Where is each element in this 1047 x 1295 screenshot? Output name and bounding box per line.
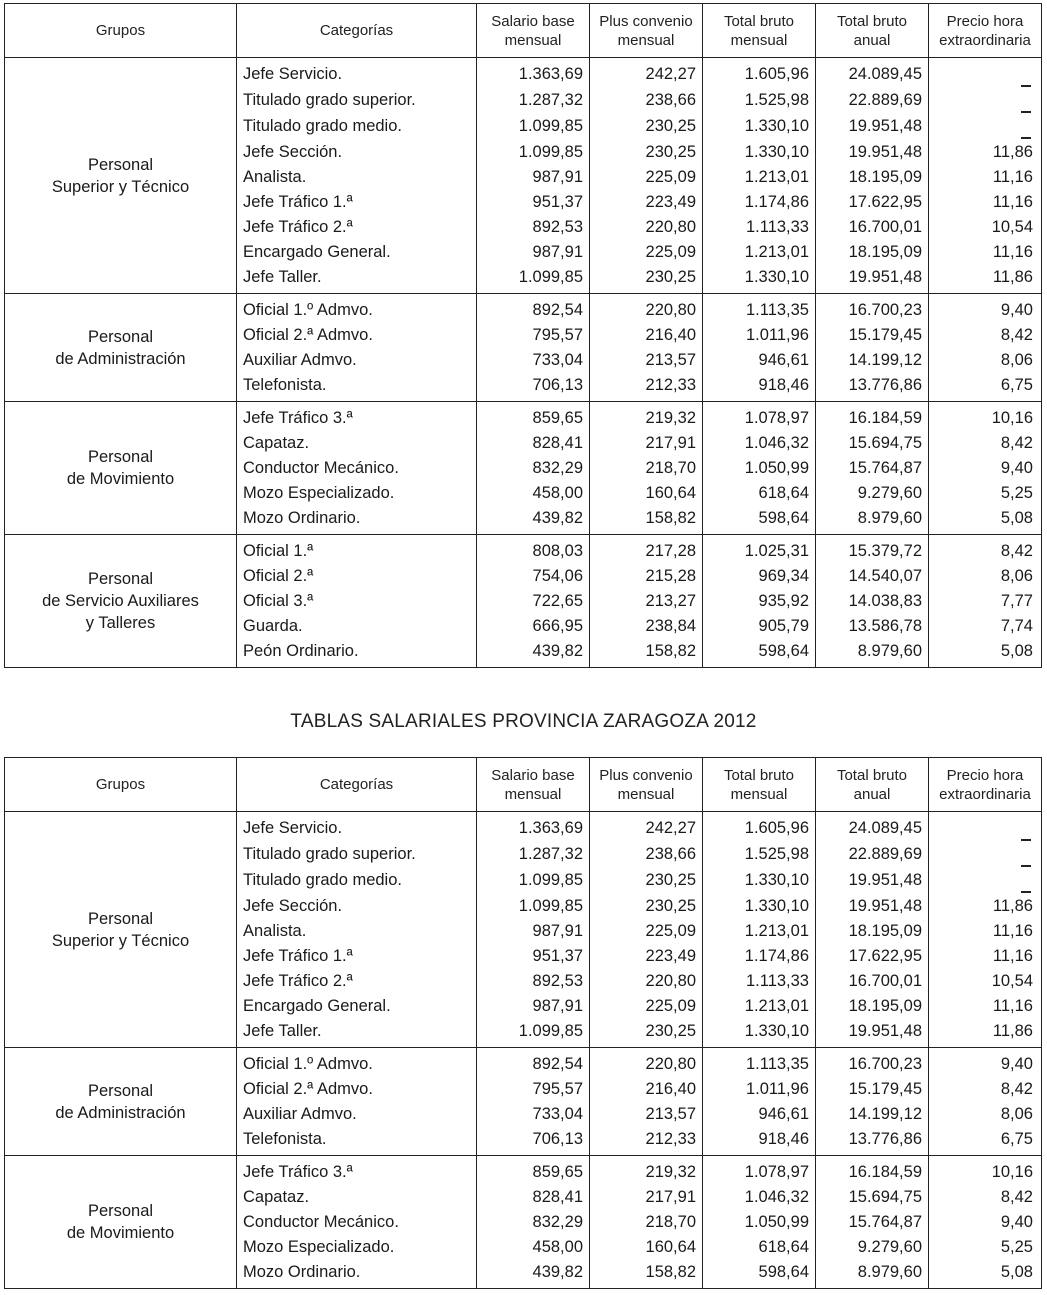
- plus-convenio-cell: 238,84: [590, 613, 703, 638]
- total-bruto-anual-cell: 22.889,69: [816, 87, 929, 113]
- total-bruto-anual-cell: 14.038,83: [816, 588, 929, 613]
- total-bruto-mensual-cell: 1.078,97: [703, 1156, 816, 1185]
- precio-hora-extra-cell: 8,42: [929, 1076, 1042, 1101]
- category-cell: Jefe Sección.: [237, 893, 477, 918]
- plus-convenio-cell: 216,40: [590, 1076, 703, 1101]
- salario-base-cell: 666,95: [477, 613, 590, 638]
- total-bruto-anual-cell: 13.776,86: [816, 1126, 929, 1156]
- group-label: Personal de Administración: [5, 1048, 237, 1156]
- category-cell: Mozo Ordinario.: [237, 505, 477, 535]
- category-cell: Jefe Tráfico 2.ª: [237, 968, 477, 993]
- salario-base-cell: 733,04: [477, 347, 590, 372]
- category-cell: Titulado grado medio.: [237, 113, 477, 139]
- salario-base-cell: 987,91: [477, 993, 590, 1018]
- total-bruto-mensual-cell: 1.113,35: [703, 1048, 816, 1077]
- total-bruto-mensual-cell: 1.525,98: [703, 841, 816, 867]
- precio-hora-extra-cell: 5,25: [929, 480, 1042, 505]
- salario-base-cell: 439,82: [477, 638, 590, 668]
- category-cell: Jefe Tráfico 3.ª: [237, 402, 477, 431]
- plus-convenio-cell: 223,49: [590, 943, 703, 968]
- precio-hora-extra-cell: [929, 58, 1042, 88]
- salario-base-cell: 754,06: [477, 563, 590, 588]
- total-bruto-mensual-cell: 1.330,10: [703, 139, 816, 164]
- plus-convenio-cell: 230,25: [590, 893, 703, 918]
- total-bruto-anual-cell: 18.195,09: [816, 239, 929, 264]
- precio-hora-extra-cell: 11,16: [929, 993, 1042, 1018]
- table-header: [5, 4, 1042, 58]
- total-bruto-mensual-cell: 946,61: [703, 1101, 816, 1126]
- dash-mark: [1021, 891, 1031, 893]
- salario-base-cell: 1.099,85: [477, 139, 590, 164]
- salario-base-cell: 458,00: [477, 1234, 590, 1259]
- salario-base-cell: 859,65: [477, 1156, 590, 1185]
- header-total-bruto-mensual: Total bruto mensual: [703, 758, 816, 812]
- salario-base-cell: 987,91: [477, 164, 590, 189]
- plus-convenio-cell: 220,80: [590, 968, 703, 993]
- plus-convenio-cell: 219,32: [590, 1156, 703, 1185]
- total-bruto-mensual-cell: 1.525,98: [703, 87, 816, 113]
- precio-hora-extra-cell: [929, 87, 1042, 113]
- plus-convenio-cell: 158,82: [590, 638, 703, 668]
- total-bruto-mensual-cell: 918,46: [703, 372, 816, 402]
- precio-hora-extra-cell: 10,54: [929, 968, 1042, 993]
- plus-convenio-cell: 158,82: [590, 1259, 703, 1289]
- precio-hora-extra-cell: 11,16: [929, 918, 1042, 943]
- plus-convenio-cell: 242,27: [590, 812, 703, 842]
- group-label: Personal de Administración: [5, 294, 237, 402]
- salario-base-cell: 1.363,69: [477, 58, 590, 88]
- total-bruto-anual-cell: 15.764,87: [816, 455, 929, 480]
- plus-convenio-cell: 220,80: [590, 294, 703, 323]
- plus-convenio-cell: 217,28: [590, 535, 703, 564]
- category-cell: Titulado grado superior.: [237, 841, 477, 867]
- group-section: [5, 294, 1042, 402]
- plus-convenio-cell: 220,80: [590, 214, 703, 239]
- header-salario-base: Salario base mensual: [477, 758, 590, 812]
- total-bruto-anual-cell: 8.979,60: [816, 505, 929, 535]
- precio-hora-extra-cell: 5,25: [929, 1234, 1042, 1259]
- total-bruto-anual-cell: 17.622,95: [816, 943, 929, 968]
- plus-convenio-cell: 220,80: [590, 1048, 703, 1077]
- total-bruto-anual-cell: 19.951,48: [816, 113, 929, 139]
- precio-hora-extra-cell: 11,86: [929, 1018, 1042, 1048]
- total-bruto-mensual-cell: 1.213,01: [703, 239, 816, 264]
- total-bruto-mensual-cell: 1.605,96: [703, 58, 816, 88]
- plus-convenio-cell: 238,66: [590, 87, 703, 113]
- salario-base-cell: 795,57: [477, 322, 590, 347]
- plus-convenio-cell: 212,33: [590, 372, 703, 402]
- header-total-bruto-anual: Total bruto anual: [816, 758, 929, 812]
- plus-convenio-cell: 225,09: [590, 918, 703, 943]
- section-title: TABLAS SALARIALES PROVINCIA ZARAGOZA 2012: [290, 711, 757, 732]
- table-row: [5, 58, 1042, 88]
- total-bruto-mensual-cell: 1.011,96: [703, 1076, 816, 1101]
- plus-convenio-cell: 225,09: [590, 239, 703, 264]
- total-bruto-mensual-cell: 1.046,32: [703, 430, 816, 455]
- total-bruto-anual-cell: 24.089,45: [816, 58, 929, 88]
- precio-hora-extra-cell: 6,75: [929, 372, 1042, 402]
- category-cell: Oficial 2.ª Admvo.: [237, 322, 477, 347]
- category-cell: Jefe Servicio.: [237, 812, 477, 842]
- group-label: Personal de Movimiento: [5, 1156, 237, 1289]
- total-bruto-mensual-cell: 598,64: [703, 638, 816, 668]
- total-bruto-anual-cell: 15.694,75: [816, 430, 929, 455]
- precio-hora-extra-cell: [929, 867, 1042, 893]
- category-cell: Oficial 1.ª: [237, 535, 477, 564]
- precio-hora-extra-cell: 7,77: [929, 588, 1042, 613]
- precio-hora-extra-cell: 5,08: [929, 505, 1042, 535]
- total-bruto-mensual-cell: 935,92: [703, 588, 816, 613]
- group-section: [5, 402, 1042, 535]
- category-cell: Guarda.: [237, 613, 477, 638]
- precio-hora-extra-cell: 7,74: [929, 613, 1042, 638]
- salario-base-cell: 987,91: [477, 239, 590, 264]
- precio-hora-extra-cell: 11,86: [929, 139, 1042, 164]
- total-bruto-anual-cell: 24.089,45: [816, 812, 929, 842]
- total-bruto-anual-cell: 9.279,60: [816, 1234, 929, 1259]
- precio-hora-extra-cell: 11,86: [929, 893, 1042, 918]
- total-bruto-anual-cell: 18.195,09: [816, 993, 929, 1018]
- total-bruto-anual-cell: 16.184,59: [816, 402, 929, 431]
- total-bruto-mensual-cell: 1.213,01: [703, 993, 816, 1018]
- total-bruto-anual-cell: 16.700,23: [816, 294, 929, 323]
- category-cell: Oficial 1.º Admvo.: [237, 1048, 477, 1077]
- total-bruto-anual-cell: 16.700,23: [816, 1048, 929, 1077]
- header-total-bruto-anual: Total bruto anual: [816, 4, 929, 58]
- total-bruto-mensual-cell: 1.050,99: [703, 1209, 816, 1234]
- total-bruto-mensual-cell: 618,64: [703, 480, 816, 505]
- header-grupos: Grupos: [5, 4, 237, 58]
- total-bruto-mensual-cell: 1.011,96: [703, 322, 816, 347]
- header-precio-hora-extra: Precio hora extraordinaria: [929, 4, 1042, 58]
- total-bruto-anual-cell: 16.700,01: [816, 968, 929, 993]
- precio-hora-extra-cell: 11,86: [929, 264, 1042, 294]
- total-bruto-anual-cell: 19.951,48: [816, 139, 929, 164]
- category-cell: Telefonista.: [237, 372, 477, 402]
- salario-base-cell: 892,53: [477, 214, 590, 239]
- category-cell: Jefe Servicio.: [237, 58, 477, 88]
- salario-base-cell: 808,03: [477, 535, 590, 564]
- category-cell: Jefe Tráfico 1.ª: [237, 189, 477, 214]
- category-cell: Oficial 2.ª: [237, 563, 477, 588]
- salario-base-cell: 706,13: [477, 1126, 590, 1156]
- plus-convenio-cell: 230,25: [590, 264, 703, 294]
- category-cell: Peón Ordinario.: [237, 638, 477, 668]
- precio-hora-extra-cell: 10,16: [929, 402, 1042, 431]
- precio-hora-extra-cell: 8,42: [929, 1184, 1042, 1209]
- total-bruto-mensual-cell: 905,79: [703, 613, 816, 638]
- table-row: [5, 1156, 1042, 1185]
- category-cell: Mozo Especializado.: [237, 1234, 477, 1259]
- precio-hora-extra-cell: [929, 841, 1042, 867]
- total-bruto-anual-cell: 19.951,48: [816, 867, 929, 893]
- plus-convenio-cell: 230,25: [590, 139, 703, 164]
- total-bruto-mensual-cell: 1.213,01: [703, 164, 816, 189]
- plus-convenio-cell: 213,57: [590, 1101, 703, 1126]
- category-cell: Analista.: [237, 164, 477, 189]
- total-bruto-mensual-cell: 598,64: [703, 505, 816, 535]
- plus-convenio-cell: 219,32: [590, 402, 703, 431]
- group-section: [5, 58, 1042, 294]
- plus-convenio-cell: 225,09: [590, 993, 703, 1018]
- header-categorias: Categorías: [237, 4, 477, 58]
- salario-base-cell: 892,54: [477, 294, 590, 323]
- category-cell: Titulado grado superior.: [237, 87, 477, 113]
- total-bruto-mensual-cell: 969,34: [703, 563, 816, 588]
- table-row: [5, 535, 1042, 564]
- total-bruto-anual-cell: 22.889,69: [816, 841, 929, 867]
- category-cell: Jefe Tráfico 2.ª: [237, 214, 477, 239]
- precio-hora-extra-cell: 8,06: [929, 1101, 1042, 1126]
- total-bruto-anual-cell: 13.586,78: [816, 613, 929, 638]
- total-bruto-mensual-cell: 1.330,10: [703, 893, 816, 918]
- total-bruto-mensual-cell: 1.605,96: [703, 812, 816, 842]
- table-row: [5, 294, 1042, 323]
- total-bruto-anual-cell: 18.195,09: [816, 164, 929, 189]
- plus-convenio-cell: 242,27: [590, 58, 703, 88]
- precio-hora-extra-cell: 10,16: [929, 1156, 1042, 1185]
- plus-convenio-cell: 160,64: [590, 1234, 703, 1259]
- table-header: [5, 758, 1042, 812]
- category-cell: Auxiliar Admvo.: [237, 1101, 477, 1126]
- salario-base-cell: 951,37: [477, 189, 590, 214]
- precio-hora-extra-cell: 10,54: [929, 214, 1042, 239]
- category-cell: Jefe Tráfico 3.ª: [237, 1156, 477, 1185]
- plus-convenio-cell: 216,40: [590, 322, 703, 347]
- category-cell: Encargado General.: [237, 239, 477, 264]
- group-label: Personal Superior y Técnico: [5, 812, 237, 1048]
- salario-base-cell: 828,41: [477, 430, 590, 455]
- total-bruto-mensual-cell: 1.113,33: [703, 968, 816, 993]
- plus-convenio-cell: 212,33: [590, 1126, 703, 1156]
- salary-table-1: [4, 3, 1042, 668]
- salario-base-cell: 733,04: [477, 1101, 590, 1126]
- total-bruto-mensual-cell: 1.078,97: [703, 402, 816, 431]
- category-cell: Oficial 2.ª Admvo.: [237, 1076, 477, 1101]
- total-bruto-anual-cell: 16.184,59: [816, 1156, 929, 1185]
- total-bruto-mensual-cell: 1.113,33: [703, 214, 816, 239]
- salario-base-cell: 1.287,32: [477, 841, 590, 867]
- precio-hora-extra-cell: 9,40: [929, 294, 1042, 323]
- category-cell: Titulado grado medio.: [237, 867, 477, 893]
- total-bruto-mensual-cell: 1.330,10: [703, 1018, 816, 1048]
- salario-base-cell: 439,82: [477, 1259, 590, 1289]
- salario-base-cell: 1.099,85: [477, 893, 590, 918]
- category-cell: Conductor Mecánico.: [237, 455, 477, 480]
- total-bruto-anual-cell: 9.279,60: [816, 480, 929, 505]
- group-section: [5, 1048, 1042, 1156]
- salario-base-cell: 1.099,85: [477, 264, 590, 294]
- total-bruto-anual-cell: 8.979,60: [816, 1259, 929, 1289]
- total-bruto-anual-cell: 14.540,07: [816, 563, 929, 588]
- precio-hora-extra-cell: 9,40: [929, 455, 1042, 480]
- total-bruto-mensual-cell: 1.050,99: [703, 455, 816, 480]
- plus-convenio-cell: 230,25: [590, 1018, 703, 1048]
- total-bruto-anual-cell: 14.199,12: [816, 347, 929, 372]
- precio-hora-extra-cell: [929, 113, 1042, 139]
- precio-hora-extra-cell: 8,42: [929, 322, 1042, 347]
- total-bruto-anual-cell: 13.776,86: [816, 372, 929, 402]
- total-bruto-anual-cell: 15.694,75: [816, 1184, 929, 1209]
- total-bruto-anual-cell: 15.179,45: [816, 322, 929, 347]
- total-bruto-anual-cell: 8.979,60: [816, 638, 929, 668]
- category-cell: Oficial 3.ª: [237, 588, 477, 613]
- plus-convenio-cell: 225,09: [590, 164, 703, 189]
- precio-hora-extra-cell: 5,08: [929, 1259, 1042, 1289]
- precio-hora-extra-cell: 8,42: [929, 535, 1042, 564]
- total-bruto-mensual-cell: 1.330,10: [703, 113, 816, 139]
- total-bruto-anual-cell: 19.951,48: [816, 893, 929, 918]
- salario-base-cell: 987,91: [477, 918, 590, 943]
- dash-mark: [1021, 137, 1031, 139]
- total-bruto-anual-cell: 15.764,87: [816, 1209, 929, 1234]
- salario-base-cell: 951,37: [477, 943, 590, 968]
- precio-hora-extra-cell: 8,06: [929, 347, 1042, 372]
- salario-base-cell: 828,41: [477, 1184, 590, 1209]
- total-bruto-mensual-cell: 1.025,31: [703, 535, 816, 564]
- category-cell: Encargado General.: [237, 993, 477, 1018]
- total-bruto-anual-cell: 19.951,48: [816, 1018, 929, 1048]
- salario-base-cell: 458,00: [477, 480, 590, 505]
- category-cell: Mozo Especializado.: [237, 480, 477, 505]
- header-categorias: Categorías: [237, 758, 477, 812]
- precio-hora-extra-cell: 9,40: [929, 1048, 1042, 1077]
- salario-base-cell: 1.099,85: [477, 113, 590, 139]
- precio-hora-extra-cell: 11,16: [929, 189, 1042, 214]
- group-label: Personal de Servicio Auxiliares y Talleres: [5, 535, 237, 668]
- plus-convenio-cell: 158,82: [590, 505, 703, 535]
- salario-base-cell: 892,53: [477, 968, 590, 993]
- plus-convenio-cell: 218,70: [590, 455, 703, 480]
- total-bruto-mensual-cell: 1.046,32: [703, 1184, 816, 1209]
- salario-base-cell: 1.363,69: [477, 812, 590, 842]
- salario-base-cell: 1.099,85: [477, 1018, 590, 1048]
- total-bruto-mensual-cell: 618,64: [703, 1234, 816, 1259]
- salary-table-2: [4, 757, 1042, 1289]
- precio-hora-extra-cell: 8,06: [929, 563, 1042, 588]
- table-row: [5, 1048, 1042, 1077]
- plus-convenio-cell: 230,25: [590, 113, 703, 139]
- salario-base-cell: 859,65: [477, 402, 590, 431]
- total-bruto-mensual-cell: 1.330,10: [703, 264, 816, 294]
- category-cell: Conductor Mecánico.: [237, 1209, 477, 1234]
- group-section: [5, 812, 1042, 1048]
- plus-convenio-cell: 213,57: [590, 347, 703, 372]
- plus-convenio-cell: 223,49: [590, 189, 703, 214]
- plus-convenio-cell: 230,25: [590, 867, 703, 893]
- plus-convenio-cell: 218,70: [590, 1209, 703, 1234]
- plus-convenio-cell: 160,64: [590, 480, 703, 505]
- category-cell: Capataz.: [237, 1184, 477, 1209]
- total-bruto-mensual-cell: 1.330,10: [703, 867, 816, 893]
- salario-base-cell: 795,57: [477, 1076, 590, 1101]
- precio-hora-extra-cell: 11,16: [929, 239, 1042, 264]
- total-bruto-anual-cell: 17.622,95: [816, 189, 929, 214]
- precio-hora-extra-cell: 8,42: [929, 430, 1042, 455]
- category-cell: Mozo Ordinario.: [237, 1259, 477, 1289]
- category-cell: Auxiliar Admvo.: [237, 347, 477, 372]
- table-row: [5, 402, 1042, 431]
- precio-hora-extra-cell: [929, 812, 1042, 842]
- total-bruto-mensual-cell: 1.174,86: [703, 943, 816, 968]
- precio-hora-extra-cell: 6,75: [929, 1126, 1042, 1156]
- category-cell: Oficial 1.º Admvo.: [237, 294, 477, 323]
- header-grupos: Grupos: [5, 758, 237, 812]
- precio-hora-extra-cell: 5,08: [929, 638, 1042, 668]
- header-precio-hora-extra: Precio hora extraordinaria: [929, 758, 1042, 812]
- header-plus-convenio: Plus convenio mensual: [590, 758, 703, 812]
- header-total-bruto-mensual: Total bruto mensual: [703, 4, 816, 58]
- category-cell: Jefe Taller.: [237, 1018, 477, 1048]
- plus-convenio-cell: 213,27: [590, 588, 703, 613]
- total-bruto-anual-cell: 16.700,01: [816, 214, 929, 239]
- plus-convenio-cell: 217,91: [590, 430, 703, 455]
- precio-hora-extra-cell: 11,16: [929, 943, 1042, 968]
- category-cell: Jefe Sección.: [237, 139, 477, 164]
- header-plus-convenio: Plus convenio mensual: [590, 4, 703, 58]
- total-bruto-mensual-cell: 1.113,35: [703, 294, 816, 323]
- total-bruto-anual-cell: 19.951,48: [816, 264, 929, 294]
- salario-base-cell: 706,13: [477, 372, 590, 402]
- salario-base-cell: 1.287,32: [477, 87, 590, 113]
- group-section: [5, 535, 1042, 668]
- header-salario-base: Salario base mensual: [477, 4, 590, 58]
- total-bruto-mensual-cell: 598,64: [703, 1259, 816, 1289]
- salario-base-cell: 892,54: [477, 1048, 590, 1077]
- plus-convenio-cell: 217,91: [590, 1184, 703, 1209]
- category-cell: Capataz.: [237, 430, 477, 455]
- total-bruto-anual-cell: 14.199,12: [816, 1101, 929, 1126]
- category-cell: Jefe Taller.: [237, 264, 477, 294]
- table-row: [5, 812, 1042, 842]
- category-cell: Analista.: [237, 918, 477, 943]
- precio-hora-extra-cell: 11,16: [929, 164, 1042, 189]
- salario-base-cell: 832,29: [477, 455, 590, 480]
- total-bruto-anual-cell: 15.379,72: [816, 535, 929, 564]
- total-bruto-mensual-cell: 946,61: [703, 347, 816, 372]
- group-section: [5, 1156, 1042, 1289]
- category-cell: Jefe Tráfico 1.ª: [237, 943, 477, 968]
- total-bruto-mensual-cell: 1.174,86: [703, 189, 816, 214]
- salario-base-cell: 722,65: [477, 588, 590, 613]
- salario-base-cell: 439,82: [477, 505, 590, 535]
- group-label: Personal de Movimiento: [5, 402, 237, 535]
- salario-base-cell: 1.099,85: [477, 867, 590, 893]
- precio-hora-extra-cell: 9,40: [929, 1209, 1042, 1234]
- total-bruto-anual-cell: 18.195,09: [816, 918, 929, 943]
- salario-base-cell: 832,29: [477, 1209, 590, 1234]
- total-bruto-mensual-cell: 918,46: [703, 1126, 816, 1156]
- category-cell: Telefonista.: [237, 1126, 477, 1156]
- total-bruto-mensual-cell: 1.213,01: [703, 918, 816, 943]
- plus-convenio-cell: 215,28: [590, 563, 703, 588]
- total-bruto-anual-cell: 15.179,45: [816, 1076, 929, 1101]
- plus-convenio-cell: 238,66: [590, 841, 703, 867]
- group-label: Personal Superior y Técnico: [5, 58, 237, 294]
